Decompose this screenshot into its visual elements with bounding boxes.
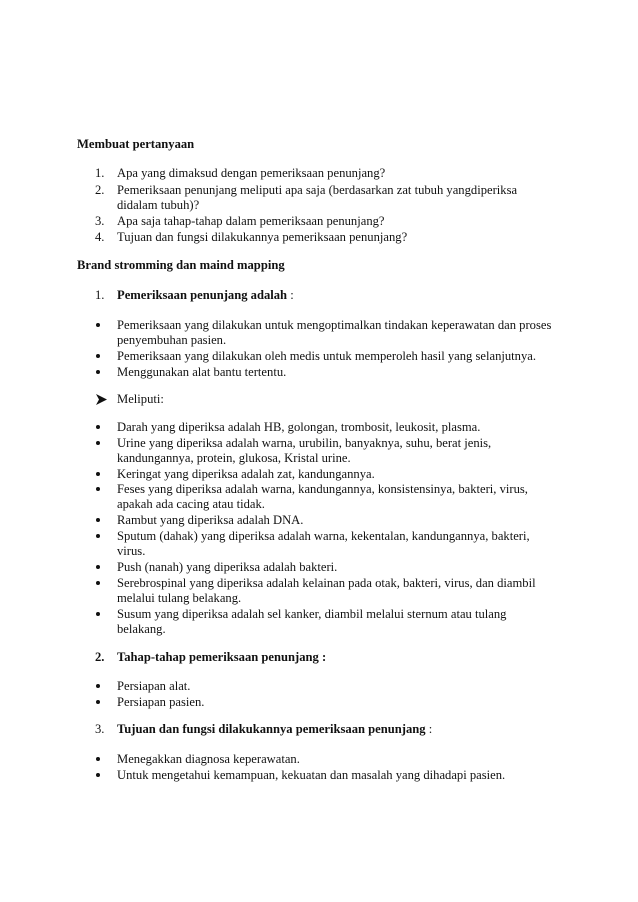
bullet-text: Rambut yang diperiksa adalah DNA.: [117, 513, 304, 527]
bullet-text: virus.: [117, 544, 146, 558]
bullet-icon: [96, 581, 100, 585]
bullet-text: melalui tulang belakang.: [117, 591, 242, 605]
heading-brand-stromming: Brand stromming dan maind mapping: [77, 258, 285, 272]
question-number: 1.: [95, 166, 105, 180]
bullet-icon: [96, 612, 100, 616]
question-text: didalam tubuh)?: [117, 198, 200, 212]
bullet-icon: [96, 354, 100, 358]
bullet-icon: [96, 441, 100, 445]
bullet-text: penyembuhan pasien.: [117, 333, 227, 347]
arrow-bullet-icon: [95, 392, 109, 407]
bullet-text: Susum yang diperiksa adalah sel kanker, diambil melalui sternum atau tulang: [117, 607, 507, 621]
bullet-text: Urine yang diperiksa adalah warna, urubilin, banyaknya, suhu, berat jenis,: [117, 436, 492, 450]
section-title-suffix: :: [425, 722, 433, 736]
bullet-text: apakah ada cacing atau tidak.: [117, 497, 265, 511]
bullet-text: Push (nanah) yang diperiksa adalah bakteri.: [117, 560, 338, 574]
question-text: Apa saja tahap-tahap dalam pemeriksaan penunjang?: [117, 214, 385, 228]
bullet-text: kandungannya, protein, glukosa, Kristal urine.: [117, 451, 351, 465]
bullet-icon: [96, 487, 100, 491]
question-number: 3.: [95, 214, 105, 228]
bullet-icon: [96, 323, 100, 327]
bullet-text: Persiapan alat.: [117, 679, 191, 693]
section-title: Tujuan dan fungsi dilakukannya pemeriksaan penunjang: [117, 722, 426, 736]
section-number: 3.: [95, 722, 105, 736]
bullet-text: Serebrospinal yang diperiksa adalah kelainan pada otak, bakteri, virus, dan diambil: [117, 576, 536, 590]
bullet-text: Sputum (dahak) yang diperiksa adalah warna, kekentalan, kandungannya, bakteri,: [117, 529, 530, 543]
bullet-text: Pemeriksaan yang dilakukan untuk mengoptimalkan tindakan keperawatan dan proses: [117, 318, 552, 332]
bullet-icon: [96, 565, 100, 569]
bullet-icon: [96, 700, 100, 704]
bullet-text: Feses yang diperiksa adalah warna, kandungannya, konsistensinya, bakteri, virus,: [117, 482, 528, 496]
question-number: 4.: [95, 230, 105, 244]
question-text: Apa yang dimaksud dengan pemeriksaan penunjang?: [117, 166, 386, 180]
meliputi-label: Meliputi:: [117, 392, 164, 406]
bullet-text: Menggunakan alat bantu tertentu.: [117, 365, 287, 379]
bullet-text: Untuk mengetahui kemampuan, kekuatan dan masalah yang dihadapi pasien.: [117, 768, 506, 782]
bullet-text: Darah yang diperiksa adalah HB, golongan, trombosit, leukosit, plasma.: [117, 420, 481, 434]
bullet-text: Persiapan pasien.: [117, 695, 205, 709]
bullet-text: Menegakkan diagnosa keperawatan.: [117, 752, 300, 766]
heading-membuat-pertanyaan: Membuat pertanyaan: [77, 137, 195, 151]
bullet-icon: [96, 472, 100, 476]
bullet-icon: [96, 757, 100, 761]
question-text: Tujuan dan fungsi dilakukannya pemeriksaan penunjang?: [117, 230, 408, 244]
section-title-suffix: :: [287, 288, 294, 302]
bullet-icon: [96, 518, 100, 522]
bullet-icon: [96, 773, 100, 777]
question-text: Pemeriksaan penunjang meliputi apa saja (berdasarkan zat tubuh yangdiperiksa: [117, 183, 518, 197]
bullet-icon: [96, 370, 100, 374]
bullet-icon: [96, 684, 100, 688]
section-title: Tahap-tahap pemeriksaan penunjang :: [117, 650, 327, 664]
bullet-icon: [96, 425, 100, 429]
bullet-icon: [96, 534, 100, 538]
section-number: 2.: [95, 650, 105, 664]
bullet-text: Keringat yang diperiksa adalah zat, kandungannya.: [117, 467, 375, 481]
question-number: 2.: [95, 183, 105, 197]
section-number: 1.: [95, 288, 105, 302]
bullet-text: Pemeriksaan yang dilakukan oleh medis untuk memperoleh hasil yang selanjutnya.: [117, 349, 536, 363]
bullet-text: belakang.: [117, 622, 166, 636]
section-title: Pemeriksaan penunjang adalah: [117, 288, 288, 302]
